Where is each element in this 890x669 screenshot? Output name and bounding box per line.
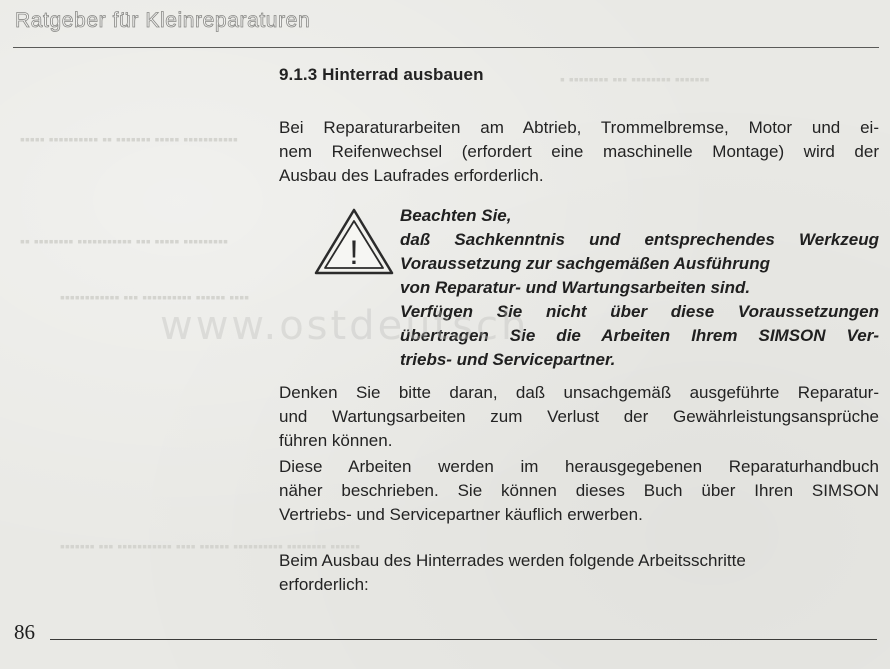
page-number: 86 — [14, 620, 35, 644]
intro-paragraph — [279, 116, 879, 188]
watermark: www.ostdeutsch — [160, 303, 530, 349]
paragraph-manual — [279, 455, 879, 527]
text-line: näher beschrieben. Sie können dieses Buch über Ihren SIMSON — [279, 481, 879, 500]
text-line: nem Reifenwechsel (erfordert eine maschinelle Montage) wird der — [279, 142, 879, 161]
text-line: Ausbau des Laufrades erforderlich. — [279, 166, 544, 185]
paragraph-warranty — [279, 381, 879, 453]
paragraph-steps-intro — [279, 549, 879, 597]
section-title: 9.1.3 Hinterrad ausbauen — [279, 65, 484, 84]
text-line: Vertriebs- und Servicepartner käuflich erwerben. — [279, 505, 643, 524]
text-line: Diese Arbeiten werden im herausgegebenen Reparaturhandbuch — [279, 457, 879, 476]
text-line: Bei Reparaturarbeiten am Abtrieb, Trommelbremse, Motor und ei- — [279, 118, 879, 137]
bleed-through-text: ▪▪▪▪▪ ▪▪▪▪▪▪▪▪▪▪ ▪▪ ▪▪▪▪▪▪▪ ▪▪▪▪▪ ▪▪▪▪▪▪▪▪▪▪▪ — [20, 131, 238, 147]
text-line: und Wartungsarbeiten zum Verlust der Gewährleistungsansprüche — [279, 407, 879, 426]
warning-exclamation: ! — [349, 234, 359, 272]
warning-line: Verfügen Sie nicht über diese Voraussetzungen — [400, 302, 879, 321]
bleed-through-text: ▪▪ ▪▪▪▪▪▪▪▪ ▪▪▪▪▪▪▪▪▪▪▪ ▪▪▪ ▪▪▪▪▪ ▪▪▪▪▪▪▪▪▪ — [20, 233, 229, 249]
warning-line: daß Sachkenntnis und entsprechendes Werkzeug — [400, 230, 879, 249]
warning-line: triebs- und Servicepartner. — [400, 350, 616, 369]
bleed-through-text: ▪▪▪▪▪▪▪ ▪▪▪ ▪▪▪▪▪▪▪▪▪▪▪ ▪▪▪▪ ▪▪▪▪▪▪ ▪▪▪▪▪▪▪▪▪▪ ▪▪▪▪▪▪▪▪ ▪▪▪▪▪▪ — [60, 538, 361, 554]
header-rule — [13, 47, 879, 48]
bleed-through-text: ▪ ▪▪▪▪▪▪▪▪ ▪▪▪ ▪▪▪▪▪▪▪▪ ▪▪▪▪▪▪▪ — [560, 71, 710, 87]
warning-notice — [400, 204, 879, 372]
warning-triangle-icon — [313, 207, 395, 277]
warning-line: Beachten Sie, — [400, 206, 512, 225]
warning-line: von Reparatur- und Wartungsarbeiten sind. — [400, 278, 751, 297]
warning-line: Voraussetzung zur sachgemäßen Ausführung — [400, 254, 770, 273]
bleed-through-text: ▪▪▪▪▪▪▪▪▪▪▪▪ ▪▪▪ ▪▪▪▪▪▪▪▪▪▪ ▪▪▪▪▪▪ ▪▪▪▪ — [60, 289, 250, 305]
text-line: Denken Sie bitte daran, daß unsachgemäß ausgeführte Reparatur- — [279, 383, 879, 402]
running-header: Ratgeber für Kleinreparaturen — [15, 9, 311, 32]
text-line: führen können. — [279, 431, 393, 450]
text-line: Beim Ausbau des Hinterrades werden folgende Arbeitsschritte — [279, 551, 746, 570]
text-line: erforderlich: — [279, 575, 369, 594]
footer-rule — [50, 639, 877, 640]
warning-line: übertragen Sie die Arbeiten Ihrem SIMSON Ver- — [400, 326, 879, 345]
